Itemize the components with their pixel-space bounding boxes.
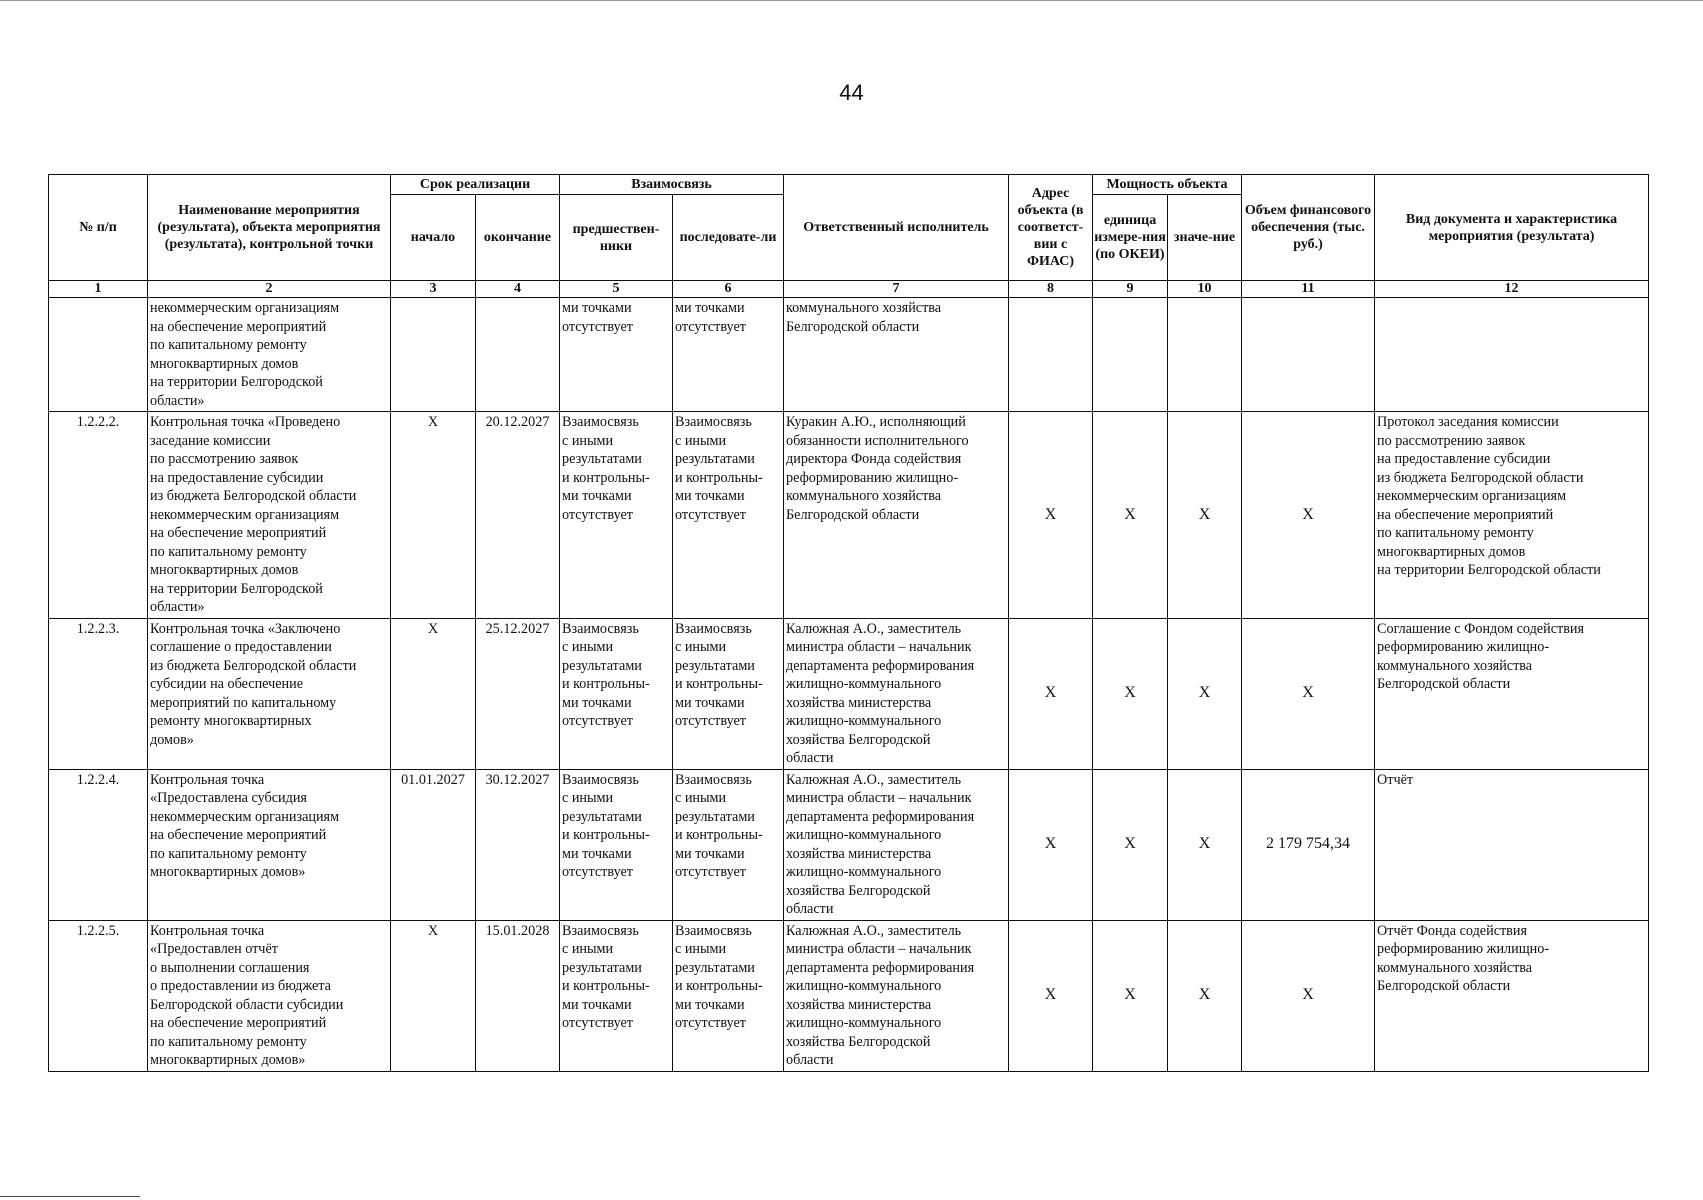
row-number: 1.2.2.5. (49, 920, 148, 1071)
col-number: 11 (1242, 281, 1375, 298)
row-successors: Взаимосвязь с иными результатами и контрольны- ми точками отсутствует (673, 618, 784, 769)
header-relation: Взаимосвязь (560, 175, 784, 195)
row-unit: X (1093, 618, 1168, 769)
header-address: Адрес объекта (в соответст-вии с ФИАС) (1009, 175, 1093, 281)
row-start: 01.01.2027 (391, 769, 476, 920)
header-value: значе-ние (1168, 195, 1242, 281)
row-address: X (1009, 920, 1093, 1071)
header-successors: последовате-ли (673, 195, 784, 281)
header-name: Наименование мероприятия (результата), объекта мероприятия (результата), контрольной точки (148, 175, 391, 281)
table-row (49, 618, 1649, 769)
row-successors: ми точками отсутствует (673, 298, 784, 412)
row-number (49, 298, 148, 412)
col-number: 4 (476, 281, 560, 298)
row-executor: Калюжная А.О., заместитель министра области – начальник департамента реформирования жилищно-коммунального хозяйства министерства жилищно-коммунального хозяйства Белгородской области (784, 920, 1009, 1071)
row-executor: Калюжная А.О., заместитель министра области – начальник департамента реформирования жилищно-коммунального хозяйства министерства жилищно-коммунального хозяйства Белгородской области (784, 618, 1009, 769)
col-number: 5 (560, 281, 673, 298)
row-predecessors: Взаимосвязь с иными результатами и контрольны- ми точками отсутствует (560, 618, 673, 769)
row-start: X (391, 618, 476, 769)
row-finance (1242, 298, 1375, 412)
row-end: 25.12.2027 (476, 618, 560, 769)
table-row (49, 920, 1649, 1071)
row-successors: Взаимосвязь с иными результатами и контрольны- ми точками отсутствует (673, 769, 784, 920)
row-name: Контрольная точка «Заключено соглашение о предоставлении из бюджета Белгородской области субсидии на обеспечение мероприятий по капитальному ремонту многоквартирных домов» (148, 618, 391, 769)
col-number: 8 (1009, 281, 1093, 298)
row-executor: Калюжная А.О., заместитель министра области – начальник департамента реформирования жилищно-коммунального хозяйства министерства жилищно-коммунального хозяйства Белгородской области (784, 769, 1009, 920)
row-unit (1093, 298, 1168, 412)
row-start: X (391, 920, 476, 1071)
row-doc: Протокол заседания комиссии по рассмотрению заявок на предоставление субсидии из бюджета Белгородской области некоммерческим организациям на обеспечение мероприятий по капитальному ремонту многоквартирных домов на территории Белгородской области (1375, 412, 1649, 619)
plan-table (48, 174, 1649, 1072)
row-name: Контрольная точка «Предоставлен отчёт о выполнении соглашения о предоставлении из бюджета Белгородской области субсидии на обеспечение мероприятий по капитальному ремонту многоквартирных домов» (148, 920, 391, 1071)
row-name: Контрольная точка «Проведено заседание комиссии по рассмотрению заявок на предоставление субсидии из бюджета Белгородской области некоммерческим организациям на обеспечение мероприятий по капитальному ремонту многоквартирных домов на территории Белгородской области» (148, 412, 391, 619)
row-address: X (1009, 412, 1093, 619)
header-period: Срок реализации (391, 175, 560, 195)
row-unit: X (1093, 769, 1168, 920)
row-successors: Взаимосвязь с иными результатами и контрольны- ми точками отсутствует (673, 920, 784, 1071)
row-value: X (1168, 618, 1242, 769)
row-finance: 2 179 754,34 (1242, 769, 1375, 920)
col-number: 6 (673, 281, 784, 298)
row-predecessors: Взаимосвязь с иными результатами и контрольны- ми точками отсутствует (560, 769, 673, 920)
row-executor: Куракин А.Ю., исполняющий обязанности исполнительного директора Фонда содействия реформированию жилищно- коммунального хозяйства Белгородской области (784, 412, 1009, 619)
row-address (1009, 298, 1093, 412)
table-row (49, 298, 1649, 412)
row-name: некоммерческим организациям на обеспечение мероприятий по капитальному ремонту многоквартирных домов на территории Белгородской области» (148, 298, 391, 412)
row-end (476, 298, 560, 412)
row-value: X (1168, 920, 1242, 1071)
row-predecessors: Взаимосвязь с иными результатами и контрольны- ми точками отсутствует (560, 412, 673, 619)
row-number: 1.2.2.2. (49, 412, 148, 619)
row-address: X (1009, 769, 1093, 920)
col-number: 9 (1093, 281, 1168, 298)
row-value (1168, 298, 1242, 412)
row-end: 15.01.2028 (476, 920, 560, 1071)
header-end: окончание (476, 195, 560, 281)
row-finance: X (1242, 920, 1375, 1071)
table-row (49, 769, 1649, 920)
col-number: 12 (1375, 281, 1649, 298)
col-number: 2 (148, 281, 391, 298)
col-number: 10 (1168, 281, 1242, 298)
row-doc: Отчёт (1375, 769, 1649, 920)
col-number: 1 (49, 281, 148, 298)
row-unit: X (1093, 920, 1168, 1071)
header-executor: Ответственный исполнитель (784, 175, 1009, 281)
header-unit: единица измере-ния (по ОКЕИ) (1093, 195, 1168, 281)
row-start (391, 298, 476, 412)
row-value: X (1168, 412, 1242, 619)
row-doc (1375, 298, 1649, 412)
row-value: X (1168, 769, 1242, 920)
header-predecessors: предшествен-ники (560, 195, 673, 281)
row-predecessors: Взаимосвязь с иными результатами и контрольны- ми точками отсутствует (560, 920, 673, 1071)
header-capacity: Мощность объекта (1093, 175, 1242, 195)
row-unit: X (1093, 412, 1168, 619)
row-finance: X (1242, 618, 1375, 769)
header-no: № п/п (49, 175, 148, 281)
col-number: 7 (784, 281, 1009, 298)
table-row (49, 412, 1649, 619)
row-finance: X (1242, 412, 1375, 619)
row-end: 20.12.2027 (476, 412, 560, 619)
row-doc: Соглашение с Фондом содействия реформированию жилищно- коммунального хозяйства Белгородской области (1375, 618, 1649, 769)
scan-edge-top (0, 0, 1703, 1)
row-name: Контрольная точка «Предоставлена субсидия некоммерческим организациям на обеспечение мероприятий по капитальному ремонту многоквартирных домов» (148, 769, 391, 920)
row-end: 30.12.2027 (476, 769, 560, 920)
header-finance: Объем финансового обеспечения (тыс. руб.) (1242, 175, 1375, 281)
row-successors: Взаимосвязь с иными результатами и контрольны- ми точками отсутствует (673, 412, 784, 619)
header-start: начало (391, 195, 476, 281)
col-number: 3 (391, 281, 476, 298)
header-doc-type: Вид документа и характеристика мероприятия (результата) (1375, 175, 1649, 281)
row-address: X (1009, 618, 1093, 769)
row-number: 1.2.2.4. (49, 769, 148, 920)
row-predecessors: ми точками отсутствует (560, 298, 673, 412)
scan-edge-bottom (0, 1196, 140, 1197)
row-number: 1.2.2.3. (49, 618, 148, 769)
row-doc: Отчёт Фонда содействия реформированию жилищно- коммунального хозяйства Белгородской области (1375, 920, 1649, 1071)
row-executor: коммунального хозяйства Белгородской области (784, 298, 1009, 412)
page-number: 44 (839, 80, 864, 105)
row-start: X (391, 412, 476, 619)
